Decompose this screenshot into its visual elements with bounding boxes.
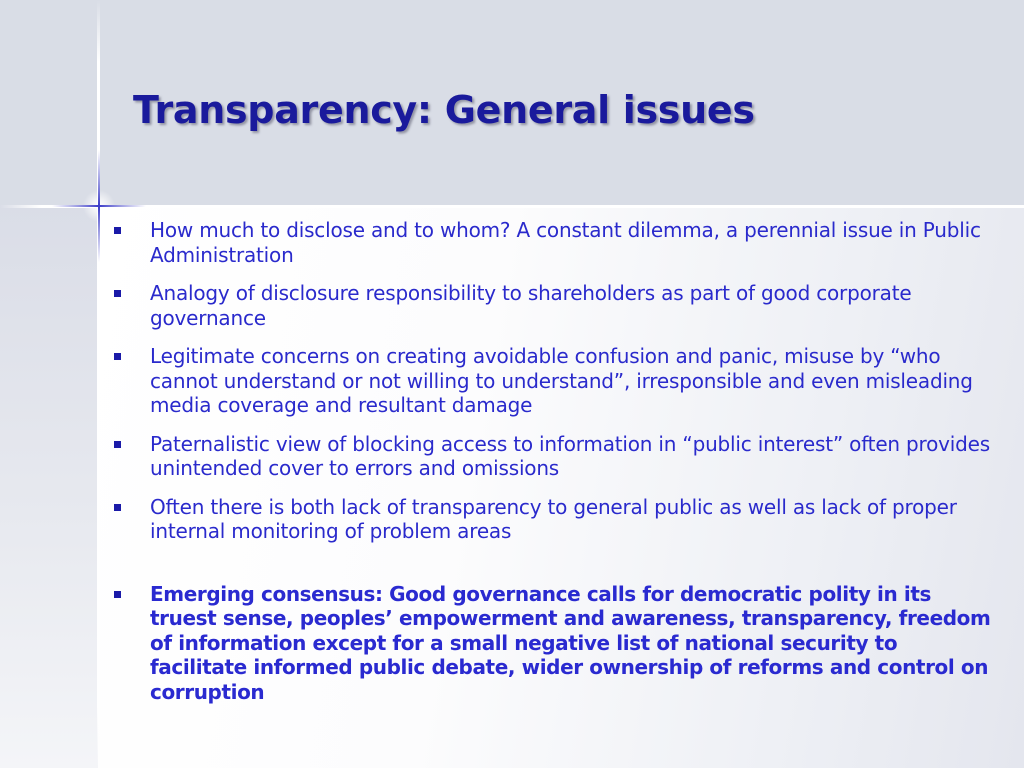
list-item — [110, 218, 994, 267]
bullet-text: Analogy of disclosure responsibility to shareholders as part of good corporate governance — [150, 281, 912, 330]
bullet-text: Paternalistic view of blocking access to information in “public interest” often provides unintended cover to errors and omissions — [150, 431, 990, 480]
square-bullet-icon — [114, 353, 121, 360]
square-bullet-icon — [114, 591, 121, 598]
bullet-list — [110, 218, 994, 718]
square-bullet-icon — [114, 504, 121, 511]
horizontal-divider — [0, 205, 1024, 208]
list-item — [110, 432, 994, 481]
bullet-text: Legitimate concerns on creating avoidable confusion and panic, misuse by “who cannot understand or not willing to understand”, irresponsible and even misleading media coverage and resultant damage — [150, 344, 973, 417]
slide-title: Transparency: General issues — [133, 88, 755, 132]
emphasis-bullet-text: Emerging consensus: Good governance calls for democratic polity in its truest sense, peoples’ empowerment and awareness, transparency, freedom of information except for a small negative list of national security to facilitate informed public debate, wider ownership of reforms and control on corruption — [150, 581, 991, 704]
vertical-divider — [97, 0, 100, 768]
left-strip — [0, 205, 98, 768]
bullet-text: How much to disclose and to whom? A constant dilemma, a perennial issue in Public Administration — [150, 218, 981, 267]
list-item — [110, 495, 994, 544]
square-bullet-icon — [114, 227, 121, 234]
emphasis-list-item — [110, 582, 994, 705]
list-item — [110, 344, 994, 418]
square-bullet-icon — [114, 290, 121, 297]
square-bullet-icon — [114, 441, 121, 448]
bullet-text: Often there is both lack of transparency to general public as well as lack of proper internal monitoring of problem areas — [150, 494, 957, 543]
list-item — [110, 281, 994, 330]
